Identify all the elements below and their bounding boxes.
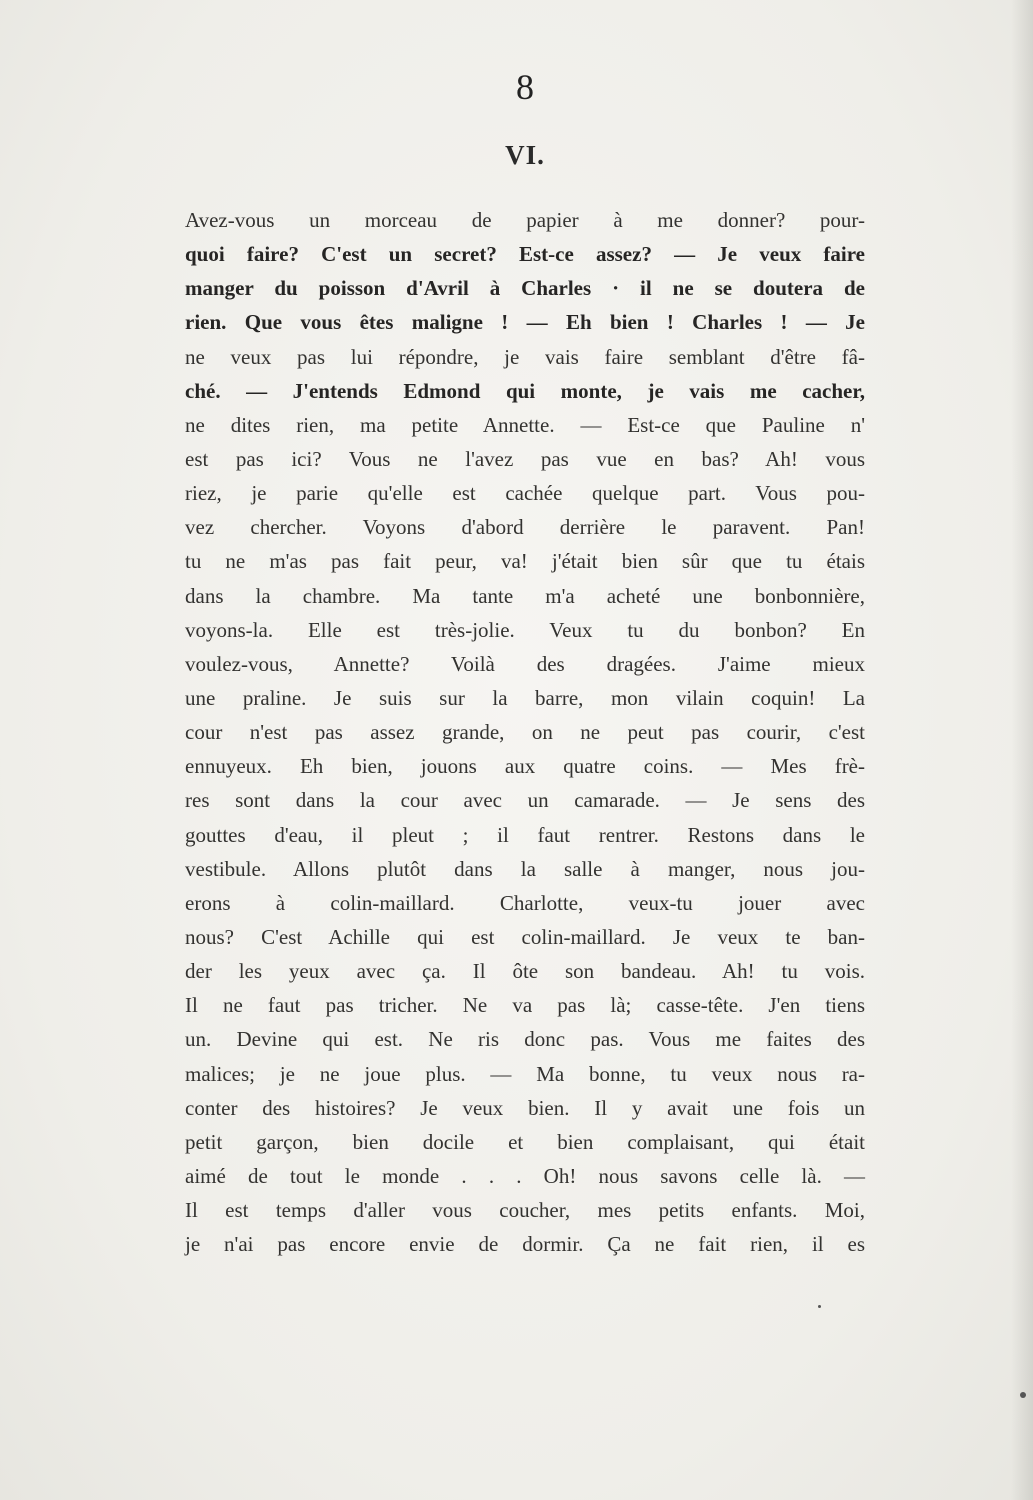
text-line: res sont dans la cour avec un camarade. — Je sens des bbox=[185, 788, 865, 813]
body-text bbox=[185, 203, 865, 1261]
text-line: conter des histoires? Je veux bien. Il y avait une fois un bbox=[185, 1095, 865, 1120]
text-line: vez chercher. Voyons d'abord derrière le paravent. Pan! bbox=[185, 515, 865, 540]
text-line: Avez-vous un morceau de papier à me donner? pour- bbox=[185, 208, 865, 232]
page-number: 8 bbox=[516, 67, 534, 107]
text-line: ché. — J'entends Edmond qui monte, je vais me cacher, bbox=[185, 378, 865, 403]
text-line: un. Devine qui est. Ne ris donc pas. Vous me faites des bbox=[185, 1027, 865, 1052]
text-line: erons à colin-maillard. Charlotte, veux-tu jouer avec bbox=[185, 890, 865, 915]
text-line: quoi faire? C'est un secret? Est-ce assez? — Je veux faire bbox=[185, 242, 865, 267]
text-line: nous? C'est Achille qui est colin-maillard. Je veux te ban- bbox=[185, 924, 865, 949]
text-line: tu ne m'as pas fait peur, va! j'était bien sûr que tu étais bbox=[185, 549, 865, 574]
page-edge-shadow bbox=[1011, 0, 1033, 1500]
text-line: aimé de tout le monde . . . Oh! nous savons celle là. — bbox=[185, 1163, 865, 1188]
ink-speck bbox=[818, 1305, 821, 1308]
chapter-heading: VI. bbox=[505, 140, 545, 170]
text-line: ne dites rien, ma petite Annette. — Est-ce que Pauline n' bbox=[185, 412, 865, 437]
text-line: je n'ai pas encore envie de dormir. Ça ne fait rien, il es bbox=[185, 1232, 865, 1257]
text-line: malices; je ne joue plus. — Ma bonne, tu veux nous ra- bbox=[185, 1061, 865, 1086]
text-line: rien. Que vous êtes maligne ! — Eh bien ! Charles ! — Je bbox=[185, 310, 865, 335]
ink-speck bbox=[1020, 1392, 1026, 1398]
text-line: une praline. Je suis sur la barre, mon vilain coquin! La bbox=[185, 685, 865, 710]
text-line: est pas ici? Vous ne l'avez pas vue en bas? Ah! vous bbox=[185, 446, 865, 471]
text-line: ennuyeux. Eh bien, jouons aux quatre coins. — Mes frè- bbox=[185, 754, 865, 779]
text-line: vestibule. Allons plutôt dans la salle à manger, nous jou- bbox=[185, 856, 865, 881]
text-line: Il ne faut pas tricher. Ne va pas là; casse-tête. J'en tiens bbox=[185, 993, 865, 1018]
text-line: petit garçon, bien docile et bien complaisant, qui était bbox=[185, 1129, 865, 1154]
text-line: Il est temps d'aller vous coucher, mes petits enfants. Moi, bbox=[185, 1198, 865, 1223]
text-line: riez, je parie qu'elle est cachée quelque part. Vous pou- bbox=[185, 481, 865, 506]
text-line: dans la chambre. Ma tante m'a acheté une bonbonnière, bbox=[185, 583, 865, 608]
text-line: gouttes d'eau, il pleut ; il faut rentrer. Restons dans le bbox=[185, 822, 865, 847]
text-line: voyons-la. Elle est très-jolie. Veux tu du bonbon? En bbox=[185, 617, 865, 642]
text-line: manger du poisson d'Avril à Charles · il ne se doutera de bbox=[185, 276, 865, 301]
text-line: cour n'est pas assez grande, on ne peut pas courir, c'est bbox=[185, 720, 865, 745]
text-line: der les yeux avec ça. Il ôte son bandeau. Ah! tu vois. bbox=[185, 959, 865, 984]
text-line: ne veux pas lui répondre, je vais faire semblant d'être fâ- bbox=[185, 344, 865, 369]
text-line: voulez-vous, Annette? Voilà des dragées. J'aime mieux bbox=[185, 651, 865, 676]
